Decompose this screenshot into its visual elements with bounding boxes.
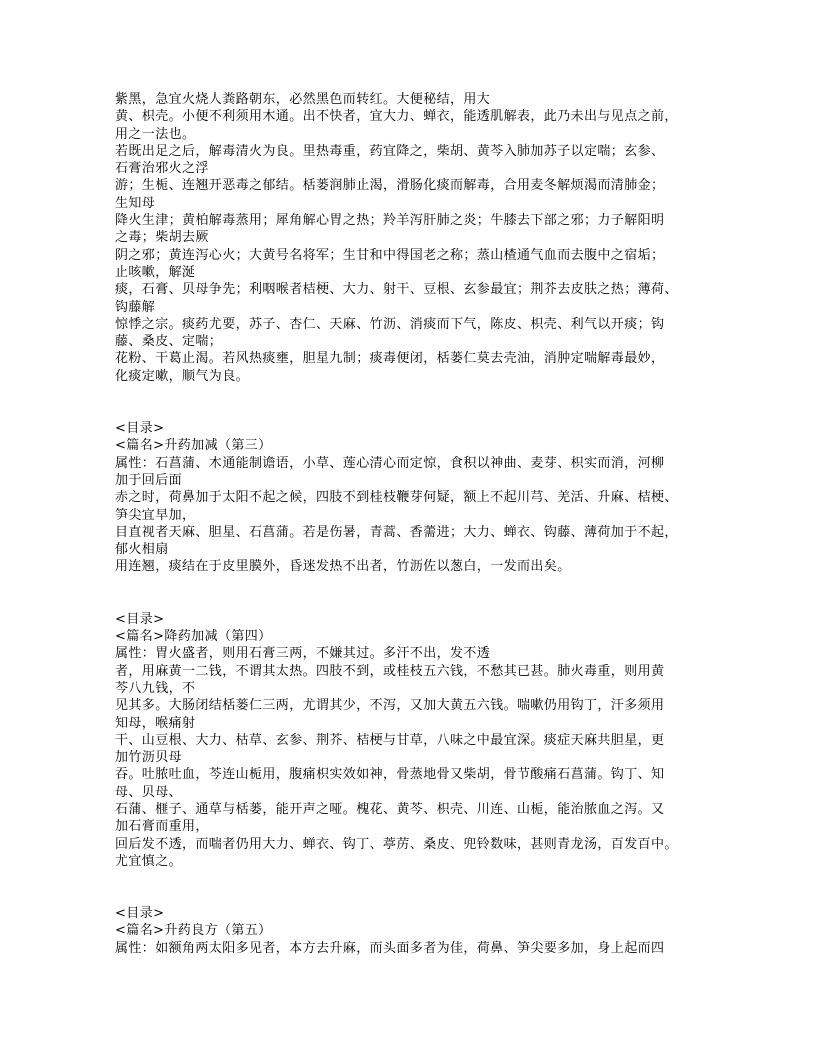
text-line: 生知母 [115,195,156,211]
text-line: 属性：如额角两太阳多见者，本方去升麻，而头面多者为佳，荷鼻、笋尖要多加，身上起而四 [115,940,665,956]
toc-marker: <目录> [115,421,165,437]
text-line: 郁火相扇 [115,542,169,558]
text-line: 芩八九钱，不 [115,680,196,696]
text-line: 花粉、干葛止渴。若风热痰壅，胆星九制；痰毒便闭，栝蒌仁莫去壳油，消肿定喘解毒最妙， [115,351,665,367]
text-line: 钩藤解 [115,299,156,315]
text-line: 加石膏而重用， [115,819,209,835]
text-line: 干、山豆根、大力、枯草、玄参、荆芥、桔梗与甘草，八味之中最宜深。痰症天麻共胆星，更 [115,732,665,748]
text-line: 吞。吐脓吐血，芩连山栀用，腹痛枳实效如神，骨蒸地骨又柴胡，骨节酸痛石菖蒲。钩丁、知 [115,767,665,783]
text-line: 石蒲、榧子、通草与栝蒌，能开声之哑。槐花、黄芩、枳壳、川连、山栀，能治脓血之泻。又 [115,801,665,817]
text-line: 赤之时，荷鼻加于太阳不起之候，四肢不到桂枝鞭芽何疑，额上不起川芎、羌活、升麻、桔梗、 [115,490,678,506]
text-line: 之毒；柴胡去厥 [115,230,209,246]
section-title: <篇名>降药加减（第四） [115,629,272,645]
text-line: 属性：胃火盛者，则用石膏三两，不嫌其过。多汗不出，发不透 [115,646,491,662]
text-line: 笋尖宜早加， [115,507,196,523]
text-line: 用之一法也。 [115,126,196,142]
text-line: 目直视者天麻、胆星、石菖蒲。若是伤暑，青蒿、香薷进；大力、蝉衣、钩藤、薄荷加于不起， [115,524,678,540]
text-line: 降火生津；黄柏解毒蒸用；犀角解心胃之热；羚羊泻肝肺之炎；牛膝去下部之邪；力子解阳明 [115,213,665,229]
text-line: 加于回后面 [115,472,183,488]
text-line: 见其多。大肠闭结栝蒌仁三两，尤谓其少，不泻，又加大黄五六钱。喘嗽仍用钩丁，汗多须用 [115,698,665,714]
toc-marker: <目录> [115,906,165,922]
text-line: 游；生栀、连翘开恶毒之郁结。栝蒌润肺止渴，滑肠化痰而解毒，合用麦冬解烦渴而清肺金； [115,178,665,194]
text-line: 母、贝母、 [115,784,183,800]
section-block [115,905,780,957]
text-line: 惊悸之宗。痰药尤要，苏子、杏仁、天麻、竹沥、消痰而下气，陈皮、枳壳、利气以开痰；钩 [115,316,665,332]
text-line: 尤宜慎之。 [115,853,183,869]
text-line: 痰，石膏、贝母争先；利咽喉者桔梗、大力、射干、豆根、玄参最宜；荆芥去皮肤之热；薄荷、 [115,282,678,298]
text-line: 止咳嗽，解涎 [115,264,196,280]
document-content [115,91,780,957]
section-title: <篇名>升药良方（第五） [115,923,272,939]
section-block [115,420,780,576]
text-line: 阴之邪；黄连泻心火；大黄号名将军；生甘和中得国老之称；蒸山楂通气血而去腹中之宿垢； [115,247,665,263]
text-line: 化痰定嗽，顺气为良。 [115,368,250,384]
paragraph-block [115,91,780,385]
text-line: 属性：石菖蒲、木通能制谵语，小草、莲心清心而定惊，食积以神曲、麦芽、枳实而消，河柳 [115,455,665,471]
text-line: 石膏治邪火之浮 [115,161,209,177]
text-line: 知母，喉痛射 [115,715,196,731]
text-line: 若既出足之后，解毒清火为良。里热毒重，药宜降之，柴胡、黄芩入肺加苏子以定喘；玄参、 [115,143,665,159]
text-line: 黄、枳壳。小便不利须用木通。出不快者，宜大力、蝉衣，能透肌解表，此乃未出与见点之前， [115,109,678,125]
text-line: 加竹沥贝母 [115,750,183,766]
text-line: 用连翘，痰结在于皮里膜外，昏迷发热不出者，竹沥佐以葱白，一发而出矣。 [115,559,571,575]
section-title: <篇名>升药加减（第三） [115,438,272,454]
text-line: 者，用麻黄一二钱，不谓其太热。四肢不到，或桂枝五六钱，不愁其已甚。肺火毒重，则用黄 [115,663,665,679]
section-block [115,611,780,870]
toc-marker: <目录> [115,611,165,627]
text-line: 紫黑，急宜火烧人粪路朝东，必然黑色而转红。大便秘结，用大 [115,92,491,107]
text-line: 藤、桑皮、定喘； [115,334,223,350]
text-line: 回后发不透，而喘者仍用大力、蝉衣、钩丁、葶苈、桑皮、兜铃数味，甚则青龙汤，百发百中。 [115,836,678,852]
